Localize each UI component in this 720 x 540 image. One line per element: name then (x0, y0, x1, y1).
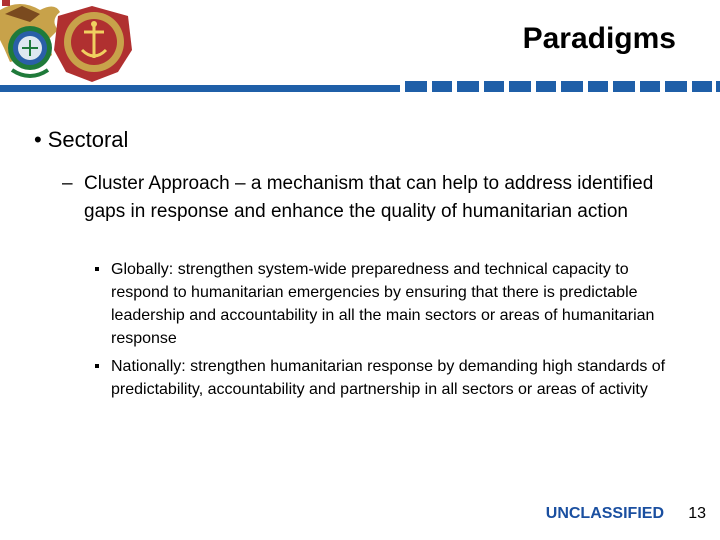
bar-segment (588, 81, 608, 92)
slide-title: Paradigms (522, 22, 676, 55)
bar-long (0, 85, 400, 92)
bullet-dot-icon: • (34, 127, 42, 152)
bar-segment (405, 81, 427, 92)
bar-segment (613, 81, 635, 92)
sub-bullet-text: Globally: strengthen system-wide preparedness and technical capacity to respond to humanitarian emergencies by ensuring that there is predictable leadership and accountability in all the main sectors or areas of humanitarian response (111, 261, 655, 347)
sub-bullet-text: Nationally: strengthen humanitarian response by demanding high standards of predictability, accountability and partnership in all sectors or areas of activity (111, 358, 666, 398)
bar-segment (432, 81, 452, 92)
bullet-dash: – (62, 173, 73, 194)
logo-group (0, 0, 140, 85)
bullet-level-2-text: Cluster Approach – a mechanism that can help to address identified gaps in response and enhance the quality of humanitarian action (84, 173, 654, 222)
square-bullet-icon (95, 364, 99, 368)
eagle-emblem-icon (0, 0, 60, 76)
sub-bullet-globally (95, 258, 670, 350)
bar-segment (561, 81, 583, 92)
bar-segment (665, 81, 687, 92)
bullet-level-1 (34, 127, 128, 153)
bar-segment (457, 81, 479, 92)
square-bullet-icon (95, 267, 99, 271)
classification-label: UNCLASSIFIED (545, 505, 664, 522)
navy-anchor-emblem-icon (54, 6, 132, 82)
bar-segment (716, 81, 720, 92)
bar-segment (509, 81, 531, 92)
bar-segment (536, 81, 556, 92)
page-number: 13 (688, 505, 706, 522)
bullet-level-1-text: Sectoral (47, 127, 129, 152)
bar-segment (484, 81, 504, 92)
bar-segment (640, 81, 660, 92)
decorative-bar (0, 75, 720, 97)
sub-bullet-nationally (95, 355, 670, 401)
bullet-level-2 (62, 170, 662, 226)
bar-segment (692, 81, 712, 92)
